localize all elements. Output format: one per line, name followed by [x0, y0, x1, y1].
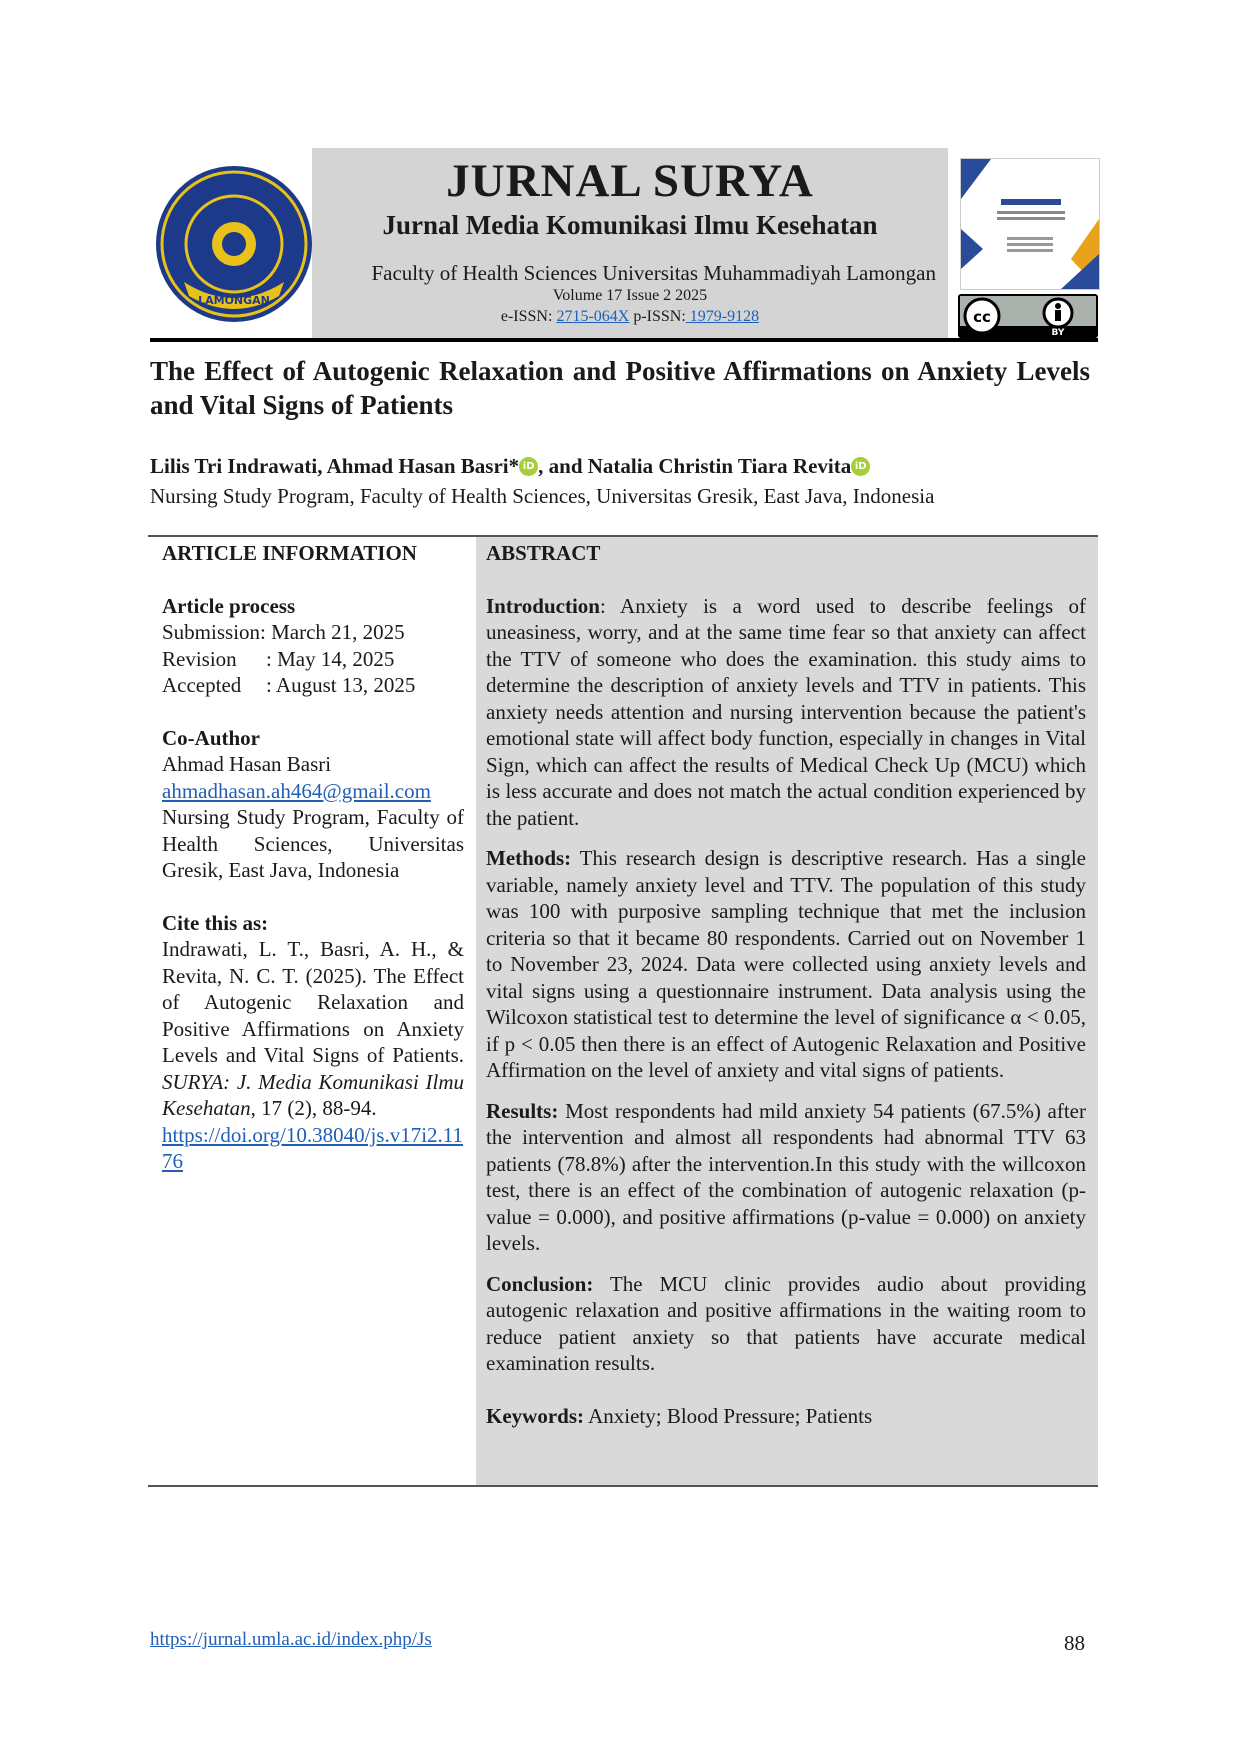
submission-label: Submission: — [162, 620, 266, 644]
author-list — [150, 452, 870, 480]
journal-url-link[interactable]: https://jurnal.umla.ac.id/index.php/Js — [150, 1629, 432, 1650]
co-author-affiliation: Nursing Study Program, Faculty of Health Sciences, Universitas Gresik, East Java, Indonesia — [162, 805, 464, 882]
abstract-results — [486, 1098, 1086, 1257]
journal-volume: Volume 17 Issue 2 2025 — [552, 287, 708, 304]
conclusion-text: The MCU clinic provides audio about providing autogenic relaxation and positive affirmations in the waiting room to reduce patient anxiety so that patients have accurate medical examination results. — [486, 1271, 1086, 1375]
revision-value: : May 14, 2025 — [266, 646, 395, 671]
eissn-label: e-ISSN: — [500, 308, 553, 325]
conclusion-label: Conclusion: — [486, 1271, 594, 1296]
author-affiliation: Nursing Study Program, Faculty of Health Sciences, Universitas Gresik, East Java, Indonesia — [150, 484, 935, 508]
revision-label: Revision — [162, 646, 237, 671]
svg-text:LAMONGAN: LAMONGAN — [198, 294, 270, 307]
citation-text: Indrawati, L. T., Basri, A. H., & Revita, N. C. T. (2025). The Effect of Autogenic Relaxation and Positive Affirmations on Anxiety Levels and Vital Signs of Patients. — [162, 937, 464, 1067]
eissn-link[interactable]: 2715-064X — [556, 308, 630, 325]
svg-text:cc: cc — [973, 308, 991, 326]
svg-text:BY: BY — [1051, 328, 1065, 338]
abstract-methods — [486, 845, 1086, 1084]
journal-faculty: Faculty of Health Sciences Universitas Muhammadiyah Lamongan — [371, 261, 936, 285]
citation — [162, 936, 464, 1122]
abstract-heading: ABSTRACT — [486, 541, 601, 565]
accepted-value: : August 13, 2025 — [266, 673, 416, 697]
abstract-keywords — [486, 1403, 1086, 1430]
revision-date — [162, 646, 464, 673]
abstract-conclusion — [486, 1271, 1086, 1377]
university-seal-icon — [154, 164, 314, 324]
keywords-text: Anxiety; Blood Pressure; Patients — [584, 1403, 873, 1428]
abstract-introduction — [486, 593, 1086, 832]
journal-subtitle: Jurnal Media Komunikasi Ilmu Kesehatan — [382, 210, 878, 240]
co-author-name: Ahmad Hasan Basri — [162, 752, 332, 776]
journal-title: JURNAL SURYA — [446, 155, 814, 207]
citation-pages: , 17 (2), 88-94. — [250, 1096, 377, 1120]
accepted-label: Accepted — [162, 673, 242, 697]
author-names-1: Lilis Tri Indrawati, Ahmad Hasan Basri* — [150, 454, 520, 478]
article-information-heading: ARTICLE INFORMATION — [162, 541, 417, 565]
info-bottom-rule — [148, 1485, 1098, 1487]
methods-label: Methods: — [486, 846, 572, 870]
methods-text: This research design is descriptive research. Has a single variable, namely anxiety level and TTV. The population of this study was 100 with purposive sampling technique that met the inclusion criteria so that it became 80 respondents. Carried out on November 1 to November 23, 2024. Data were collected using anxiety levels and vital signs using a questionnaire instrument. Data analysis using the Wilcoxon statistical test to determine the level of significance α < 0.05, if p < 0.05 then there is an effect of Autogenic Relaxation and Positive Affirmation on the level of anxiety and vital signs of patients. — [486, 846, 1086, 1082]
orcid-icon[interactable]: iD — [519, 457, 538, 476]
orcid-icon[interactable]: iD — [851, 457, 870, 476]
article-title: The Effect of Autogenic Relaxation and Positive Affirmations on Anxiety Levels and Vital Signs of Patients — [150, 356, 1090, 420]
journal-cover-thumbnail — [960, 158, 1100, 290]
co-author-heading: Co-Author — [162, 725, 260, 750]
citation-journal: SURYA: J. Media Komunikasi Ilmu Kesehatan — [162, 1069, 464, 1120]
cc-by-license-icon — [958, 294, 1098, 338]
accepted-date — [162, 672, 464, 699]
results-text: Most respondents had mild anxiety 54 patients (67.5%) after the intervention and almost all respondents had abnormal TTV 63 patients (78.8%) after the intervention.In this study with the willcoxon test, there is an effect of the combination of autogenic relaxation (p-value = 0.000), and positive affirmations (p-value = 0.000) on anxiety levels. — [486, 1098, 1086, 1255]
journal-banner — [312, 148, 948, 338]
co-author-email-link[interactable]: ahmadhasan.ah464@gmail.com — [162, 778, 431, 803]
article-information — [162, 540, 464, 1175]
submission-value: March 21, 2025 — [271, 620, 405, 644]
pissn-label: p-ISSN: — [633, 308, 686, 325]
results-label: Results: — [486, 1098, 559, 1123]
submission-date — [162, 619, 464, 646]
journal-header — [150, 148, 1098, 342]
abstract-panel — [476, 537, 1098, 1485]
journal-issn — [312, 306, 948, 328]
article-process-heading: Article process — [162, 593, 296, 618]
keywords-label: Keywords: — [486, 1403, 584, 1428]
author-names-2: , and Natalia Christin Tiara Revita — [538, 454, 852, 478]
cite-heading: Cite this as: — [162, 910, 269, 935]
doi-link[interactable]: https://doi.org/10.38040/js.v17i2.1176 — [162, 1122, 464, 1173]
introduction-text: : Anxiety is a word used to describe feelings of uneasiness, worry, and at the same time fear so that anxiety can affect the TTV of someone who does the examination. this study aims to determine the description of anxiety levels and TTV in patients. This anxiety needs attention and nursing intervention because the patient's emotional state will affect body function, especially in changes in Vital Sign, which can affect the results of Medical Check Up (MCU) which is less accurate and does not match the actual condition experienced by the patient. — [486, 593, 1086, 830]
pissn-link[interactable]: 1979-9128 — [685, 308, 760, 325]
header-divider — [150, 338, 1098, 342]
introduction-label: Introduction — [486, 593, 600, 618]
page-number: 88 — [1064, 1631, 1085, 1655]
